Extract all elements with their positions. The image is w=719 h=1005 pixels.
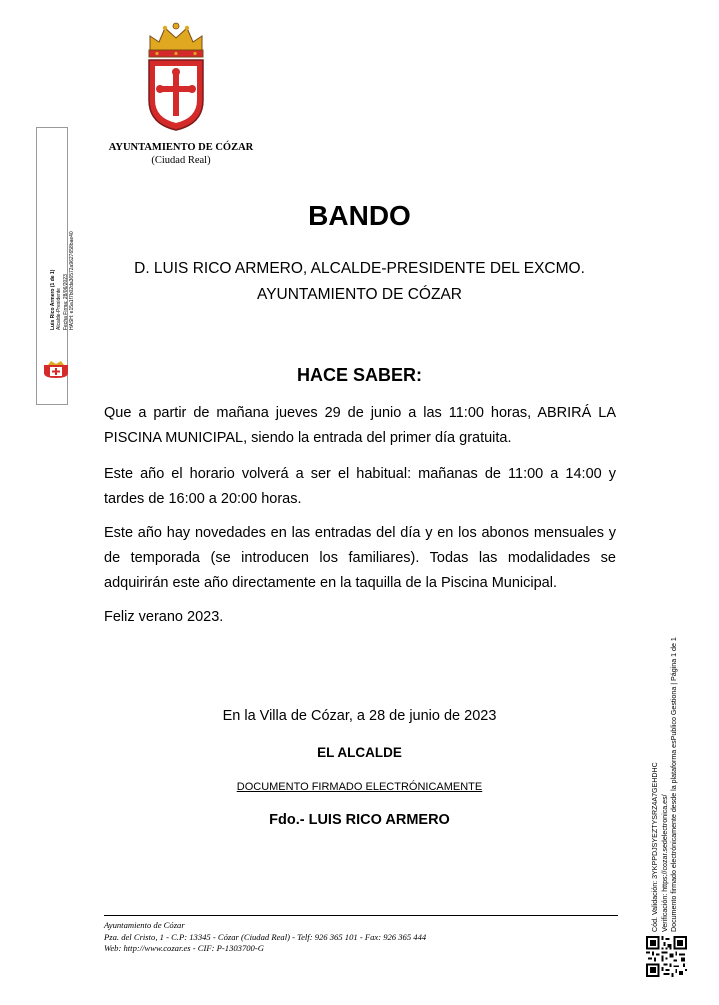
verification-url: Verificación: https://cozar.sedelectronica.es/	[660, 794, 669, 932]
footer-address: Pza. del Cristo, 1 - C.P: 13345 - Cózar (Ciudad Real) - Telf: 926 365 101 - Fax: 926 365 444	[104, 932, 427, 942]
organization-region: (Ciudad Real)	[151, 155, 211, 166]
qr-code-icon[interactable]	[646, 936, 687, 977]
signature-hash: HASH: e15a1f7b02da36572a9627658bae40	[68, 231, 75, 330]
organization-name: AYUNTAMIENTO DE CÓZAR	[108, 142, 254, 153]
signer-role: EL ALCALDE	[317, 745, 402, 760]
signature-signer: Luis Rico Armero (1 de 1)	[50, 269, 56, 330]
verification-text	[651, 637, 680, 932]
place-date: En la Villa de Cózar, a 28 de junio de 2023	[222, 708, 497, 724]
document-title: BANDO	[308, 200, 411, 231]
validation-code: Cód. Validación: 3YKPPDJSYEZTYSRZ4A7GEHDHC	[651, 762, 659, 932]
paragraph-opening: Que a partir de mañana jueves 29 de junio a las 11:00 horas, ABRIRÁ LA PISCINA MUNICIPAL, siendo la entrada del primer día gratuita.	[104, 405, 616, 446]
subtitle-line-2: AYUNTAMIENTO DE CÓZAR	[257, 286, 462, 303]
hace-saber-heading: HACE SABER:	[296, 365, 422, 385]
signature-strip-text	[50, 231, 75, 330]
subtitle-line-1: D. LUIS RICO ARMERO, ALCALDE-PRESIDENTE DEL EXCMO.	[134, 260, 585, 277]
footer-org: Ayuntamiento de Cózar	[104, 920, 185, 930]
signer-name: Fdo.- LUIS RICO ARMERO	[269, 812, 450, 828]
verification-note: Documento firmado electrónicamente desde la plataforma esPublico Gestiona | Página 1 de 1	[670, 637, 678, 932]
paragraph-greeting: Feliz verano 2023.	[104, 609, 224, 625]
footer-divider	[104, 915, 618, 916]
signed-electronically-note: DOCUMENTO FIRMADO ELECTRÓNICAMENTE	[236, 781, 483, 793]
coat-of-arms-logo	[145, 22, 207, 134]
paragraph-schedule: Este año el horario volverá a ser el habitual: mañanas de 11:00 a 14:00 y tardes de 16:00 a 20:00 horas.	[104, 466, 616, 507]
footer-web: Web: http://www.cozar.es - CIF: P-1303700-G	[104, 943, 264, 953]
signature-role: Alcalde-Presidente	[56, 288, 63, 330]
signature-date: Fecha Firma: 28/06/2023	[62, 274, 69, 330]
paragraph-news: Este año hay novedades en las entradas del día y en los abonos mensuales y de temporada (se introducen los familiares). Todas las modalidades se adquirirán este año directamente en la taquilla de la Piscina Municipal.	[104, 525, 616, 591]
